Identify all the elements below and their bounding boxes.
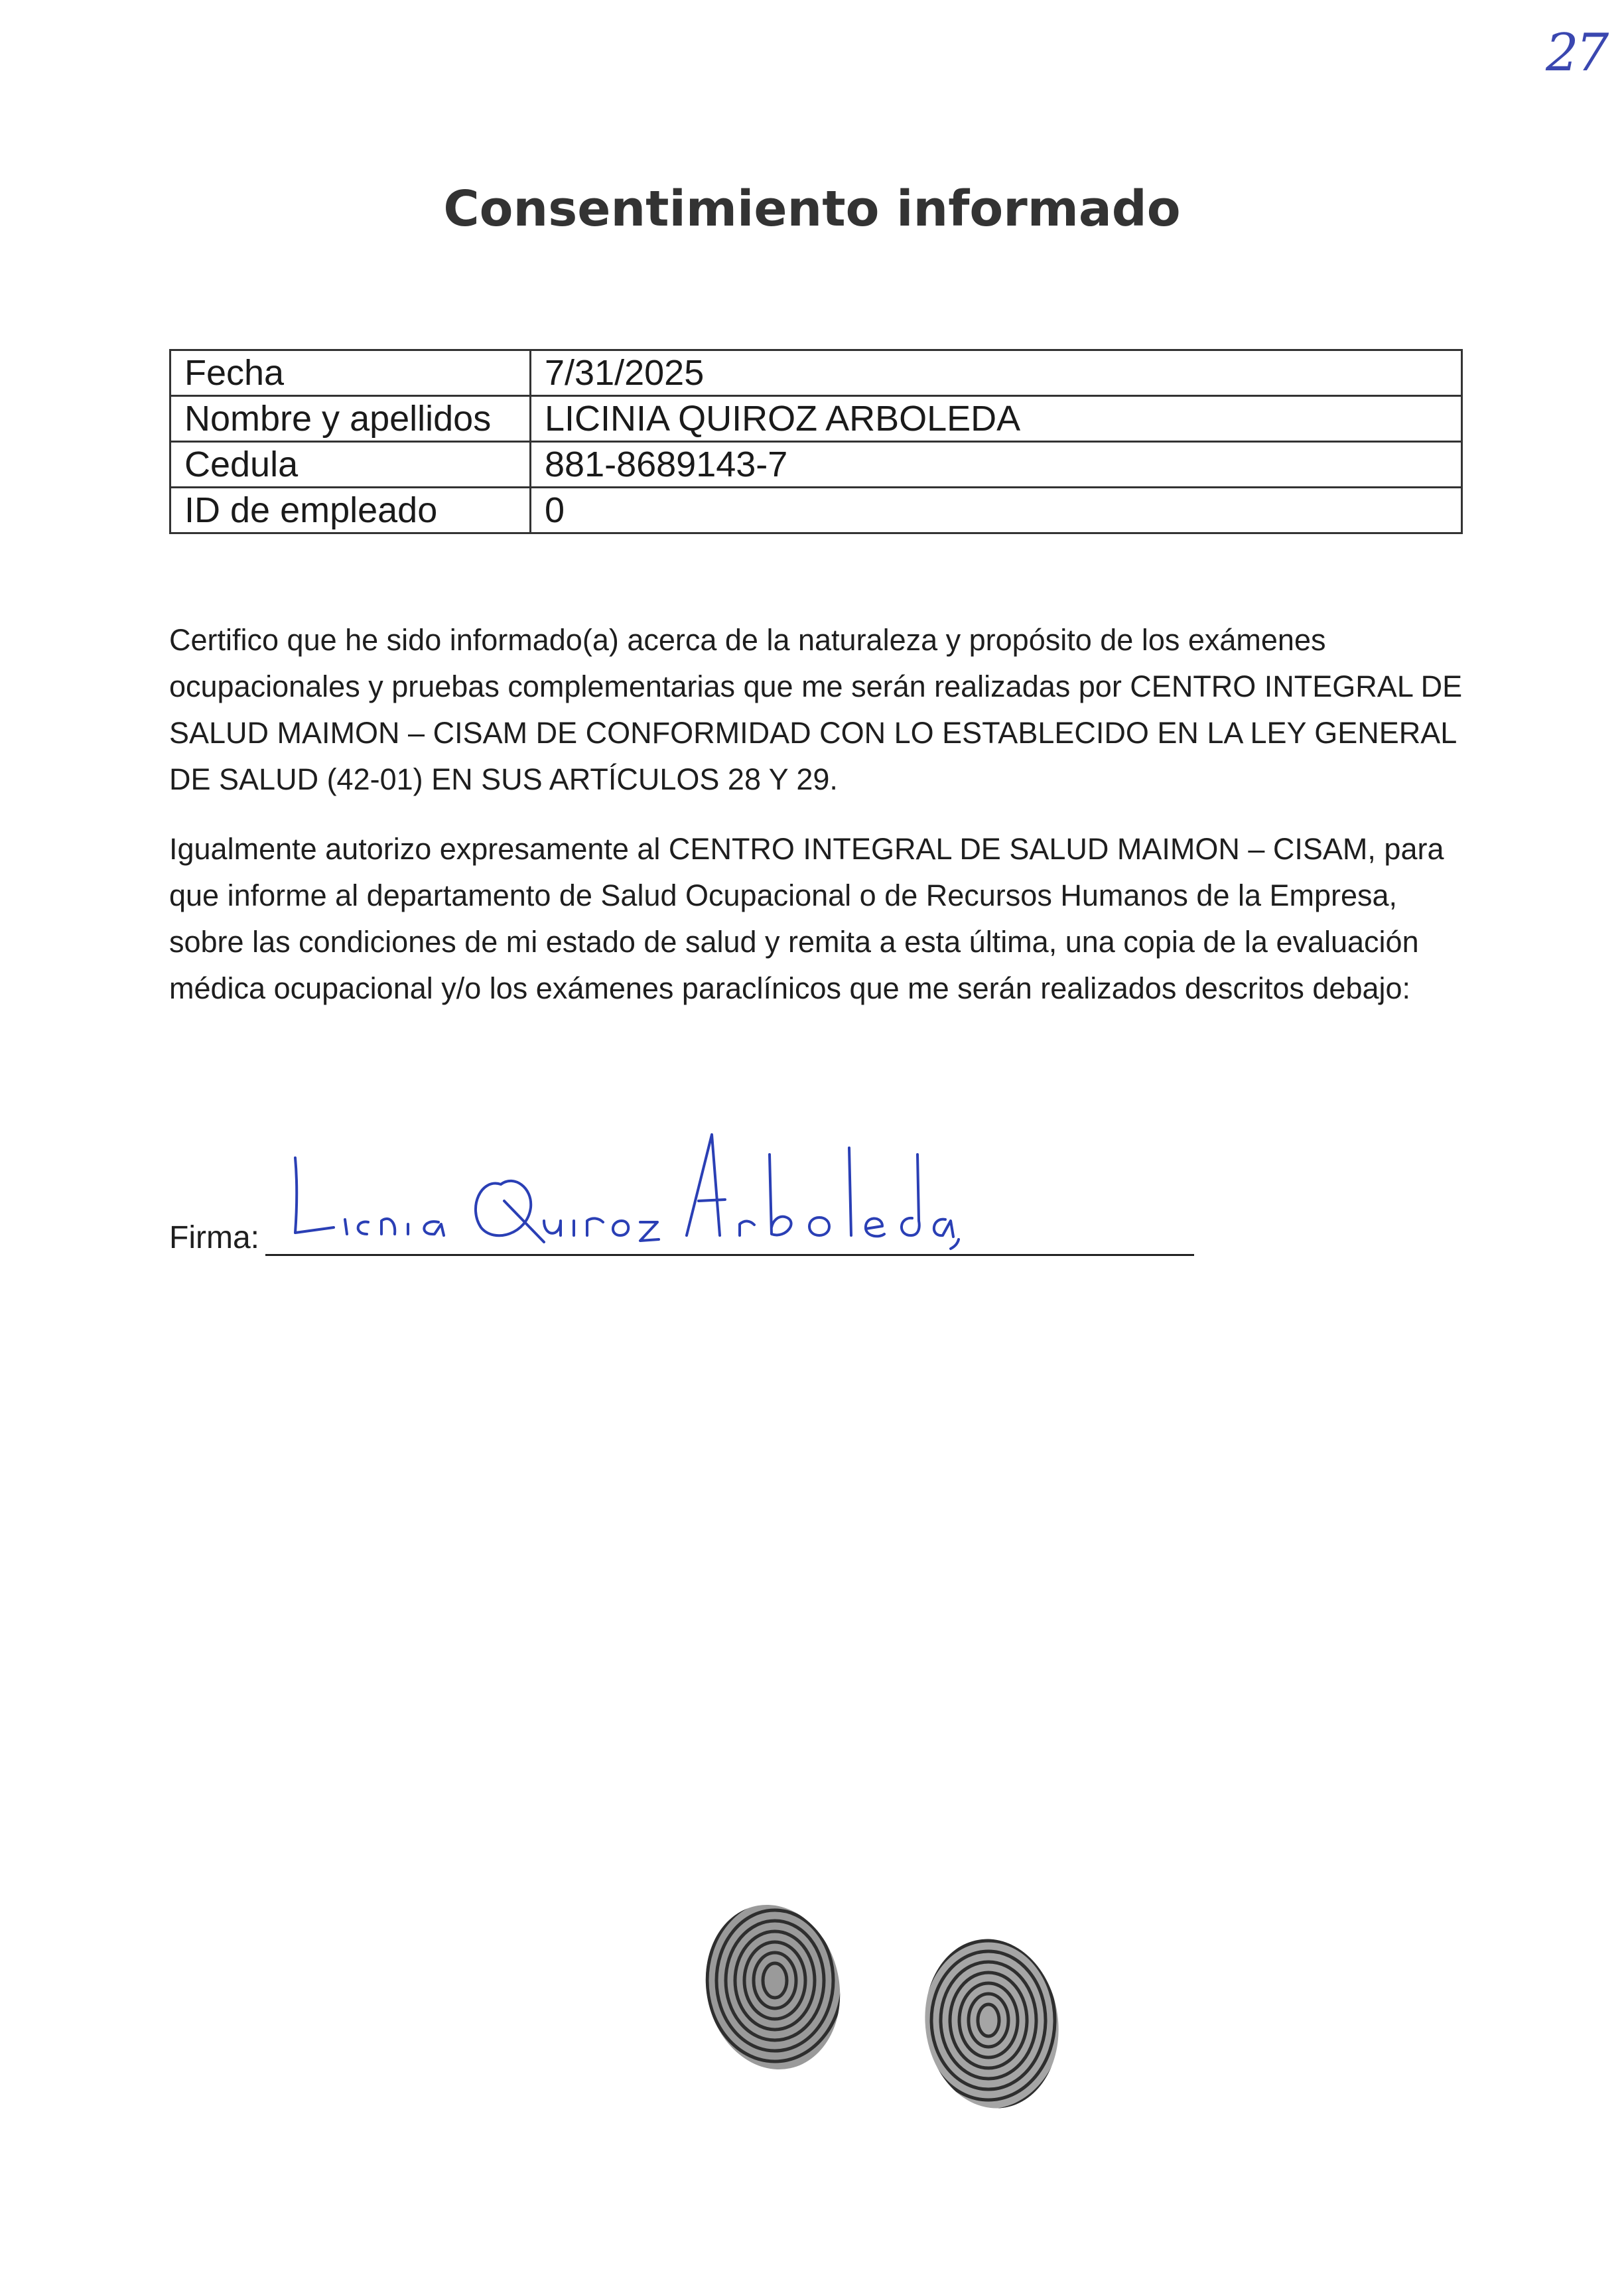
nombre-label: Nombre y apellidos xyxy=(170,396,531,442)
nombre-value: LICINIA QUIROZ ARBOLEDA xyxy=(531,396,1462,442)
firma-label: Firma: xyxy=(169,1220,259,1255)
id-empleado-value: 0 xyxy=(531,488,1462,533)
handwritten-signature xyxy=(282,1128,1078,1261)
table-row xyxy=(170,350,1462,396)
fecha-value: 7/31/2025 xyxy=(531,350,1462,396)
table-row xyxy=(170,488,1462,533)
fecha-label: Fecha xyxy=(170,350,531,396)
info-table xyxy=(169,349,1463,534)
page-title: Consentimiento informado xyxy=(443,180,1181,238)
fingerprint-left-image xyxy=(697,1894,849,2080)
authorization-paragraph: Igualmente autorizo expresamente al CENTRO INTEGRAL DE SALUD MAIMON – CISAM, para que informe al departamento de Salud Ocupacional o de Recursos Humanos de la Empresa, sobre las condiciones de mi estado de salud y remita a esta última, una copia de la evaluación médica ocupacional y/o los exámenes paraclínicos que me serán realizados descritos debajo: xyxy=(169,832,1444,1005)
signature-block xyxy=(169,1128,1204,1261)
cedula-label: Cedula xyxy=(170,442,531,488)
cedula-value: 881-8689143-7 xyxy=(531,442,1462,488)
id-empleado-label: ID de empleado xyxy=(170,488,531,533)
table-row xyxy=(170,396,1462,442)
certification-paragraph: Certifico que he sido informado(a) acerca de la naturaleza y propósito de los exámenes ocupacionales y pruebas complementarias que me serán realizadas por CENTRO INTEGRAL DE SALUD MAIMON – CISAM DE CONFORMIDAD CON LO ESTABLECIDO EN LA LEY GENERAL DE SALUD (42-01) EN SUS ARTÍCULOS 28 Y 29. xyxy=(169,623,1463,796)
fingerprint-right-image xyxy=(915,1931,1068,2117)
table-row xyxy=(170,442,1462,488)
page-number: 27 xyxy=(1546,23,1607,83)
